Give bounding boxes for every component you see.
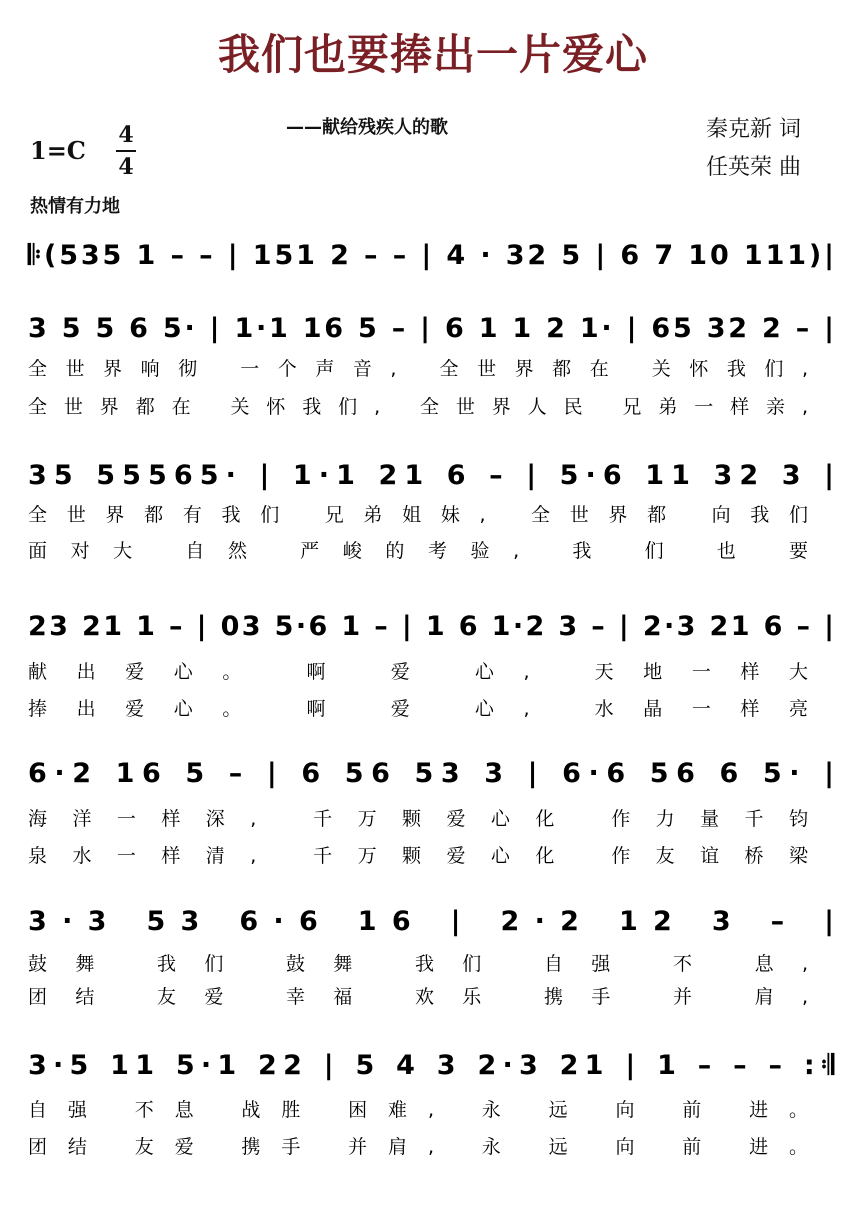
score-row-notes: 23 21 1 – | 03 5·6 1 – | 1 6 1·2 3 – | 2·3 21 6 – | — [28, 611, 835, 642]
lyric-line: 泉水一样清, 千万颗爱心化 作友谊桥梁 — [28, 845, 808, 867]
score-row-notes: 3·3 53 6·6 16 | 2·2 12 3 – | — [28, 906, 834, 937]
lyric-line: 全世界响彻 一个声音, 全世界都在 关怀我们, — [28, 358, 808, 380]
score-row-notes: 35 55565· | 1·1 21 6 – | 5·6 11 32 3 | — [28, 460, 834, 491]
lyric-line: 海洋一样深, 千万颗爱心化 作力量千钧 — [28, 808, 808, 830]
key-signature: 1=C — [30, 136, 86, 165]
lyric-line: 鼓舞 我们 鼓舞 我们 自强 不 息, — [28, 953, 808, 975]
lyric-line: 团结 友爱 幸福 欢乐 携手 并 肩, — [28, 986, 808, 1008]
lyric-line: 全世界都有我们 兄弟姐妹, 全世界都 向我们 — [28, 504, 808, 526]
score-row-notes: 6·2 16 5 – | 6 56 53 3 | 6·6 56 6 5· | — [28, 758, 835, 789]
tempo-marking: 热情有力地 — [30, 196, 120, 217]
time-signature-top: 4 — [118, 122, 134, 148]
lyric-line: 捧出爱心。 啊 爱 心, 水晶一样亮 — [28, 698, 808, 720]
lyric-line: 献出爱心。 啊 爱 心, 天地一样大 — [28, 661, 808, 683]
lyric-line: 全世界都在 关怀我们, 全世界人民 兄弟一样亲, — [28, 396, 809, 418]
score-row-notes: 3 5 5 6 5· | 1·1 16 5 – | 6 1 1 2 1· | 65 32 2 – | — [28, 313, 835, 344]
lyric-line: 面对大 自然 严峻的考验, 我 们 也 要 — [28, 540, 809, 562]
lyricist-credit: 秦克新 词 — [706, 117, 801, 142]
song-subtitle: ——献给残疾人的歌 — [286, 117, 448, 138]
song-title: 我们也要捧出一片爱心 — [217, 30, 648, 79]
lyric-line: 团结 友爱 携手 并肩, 永 远 向 前 进。 — [28, 1136, 808, 1158]
time-signature-bottom: 4 — [118, 154, 134, 180]
score-row-notes: 3·5 11 5·1 22 | 5 4 3 2·3 21 | 1 – – – :𝄇 — [28, 1050, 834, 1081]
lyric-line: 自强 不息 战胜 困难, 永 远 向 前 进。 — [28, 1099, 808, 1121]
score-row-notes: 𝄆(535 1 – – | 151 2 – – | 4 · 32 5 | 6 7 10 111)| — [28, 240, 834, 271]
composer-credit: 任英荣 曲 — [706, 155, 801, 180]
